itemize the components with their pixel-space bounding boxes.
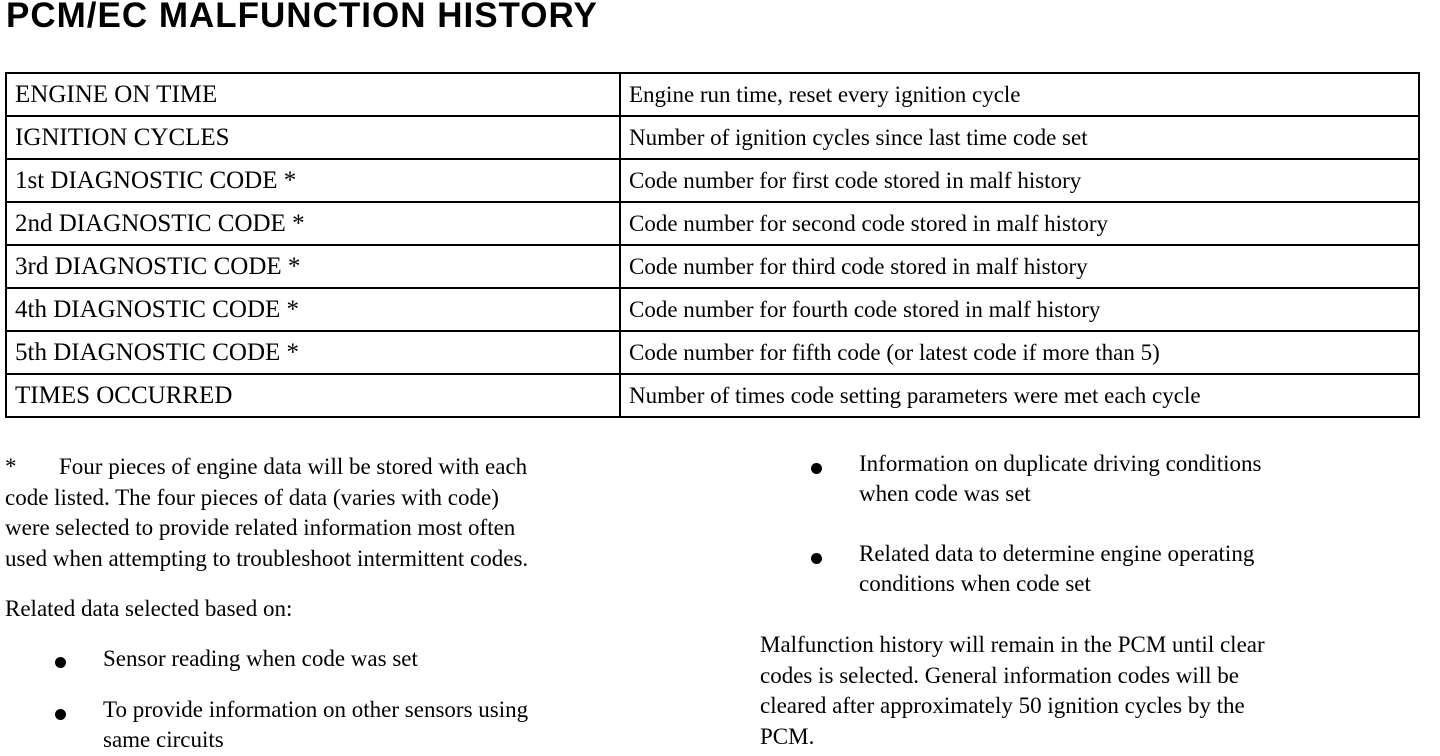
row-label: ENGINE ON TIME xyxy=(6,73,620,116)
malfunction-history-table xyxy=(5,72,1420,418)
related-data-heading: Related data selected based on: xyxy=(5,596,293,621)
closing-line: Malfunction history will remain in the PCM until clear xyxy=(760,632,1265,657)
row-description: Code number for fourth code stored in malf history xyxy=(620,288,1419,331)
footnote-line: Four pieces of engine data will be stored with each xyxy=(59,454,528,479)
row-label: 5th DIAGNOSTIC CODE * xyxy=(6,331,620,374)
footnote-line: code listed. The four pieces of data (varies with code) xyxy=(5,484,499,510)
row-description: Code number for fifth code (or latest code if more than 5) xyxy=(620,331,1419,374)
row-label: 2nd DIAGNOSTIC CODE * xyxy=(6,202,620,245)
footnote xyxy=(5,452,705,574)
bullet-icon xyxy=(811,463,822,474)
page-title: PCM/EC MALFUNCTION HISTORY xyxy=(6,0,598,35)
table-row xyxy=(6,288,1419,331)
bullet-text: same circuits xyxy=(103,727,224,752)
bullet-icon xyxy=(55,657,66,668)
bullet-icon xyxy=(811,553,822,564)
closing-line: cleared after approximately 50 ignition cycles by the xyxy=(760,693,1245,718)
table-row xyxy=(6,202,1419,245)
bullet-text: To provide information on other sensors using xyxy=(103,697,529,722)
row-description: Code number for second code stored in malf history xyxy=(620,202,1419,245)
row-label: 1st DIAGNOSTIC CODE * xyxy=(6,159,620,202)
row-label: TIMES OCCURRED xyxy=(6,374,620,417)
row-description: Code number for third code stored in malf history xyxy=(620,245,1419,288)
closing-line: PCM. xyxy=(760,723,815,749)
row-label: IGNITION CYCLES xyxy=(6,116,620,159)
row-description: Number of ignition cycles since last time code set xyxy=(620,116,1419,159)
footnote-line: used when attempting to troubleshoot intermittent codes. xyxy=(5,545,529,571)
table-row xyxy=(6,159,1419,202)
bullet-icon xyxy=(55,709,66,720)
footnote-marker: * xyxy=(5,454,17,479)
table-row xyxy=(6,374,1419,417)
table-row xyxy=(6,331,1419,374)
bullet-text: Information on duplicate driving conditions xyxy=(859,451,1262,476)
row-label: 3rd DIAGNOSTIC CODE * xyxy=(6,245,620,288)
bullet-text: Related data to determine engine operating xyxy=(859,541,1255,566)
row-description: Number of times code setting parameters were met each cycle xyxy=(620,374,1419,417)
row-description: Code number for first code stored in malf history xyxy=(620,159,1419,202)
closing-line: codes is selected. General information codes will be xyxy=(760,662,1240,688)
footnote-line: were selected to provide related information most often xyxy=(5,515,516,540)
row-label: 4th DIAGNOSTIC CODE * xyxy=(6,288,620,331)
closing-paragraph xyxy=(760,630,1435,752)
bullet-text: conditions when code set xyxy=(859,571,1091,596)
table-row xyxy=(6,116,1419,159)
bullet-text: Sensor reading when code was set xyxy=(103,646,418,671)
table-row xyxy=(6,73,1419,116)
row-description: Engine run time, reset every ignition cycle xyxy=(620,73,1419,116)
bullet-text: when code was set xyxy=(859,481,1031,506)
table-row xyxy=(6,245,1419,288)
